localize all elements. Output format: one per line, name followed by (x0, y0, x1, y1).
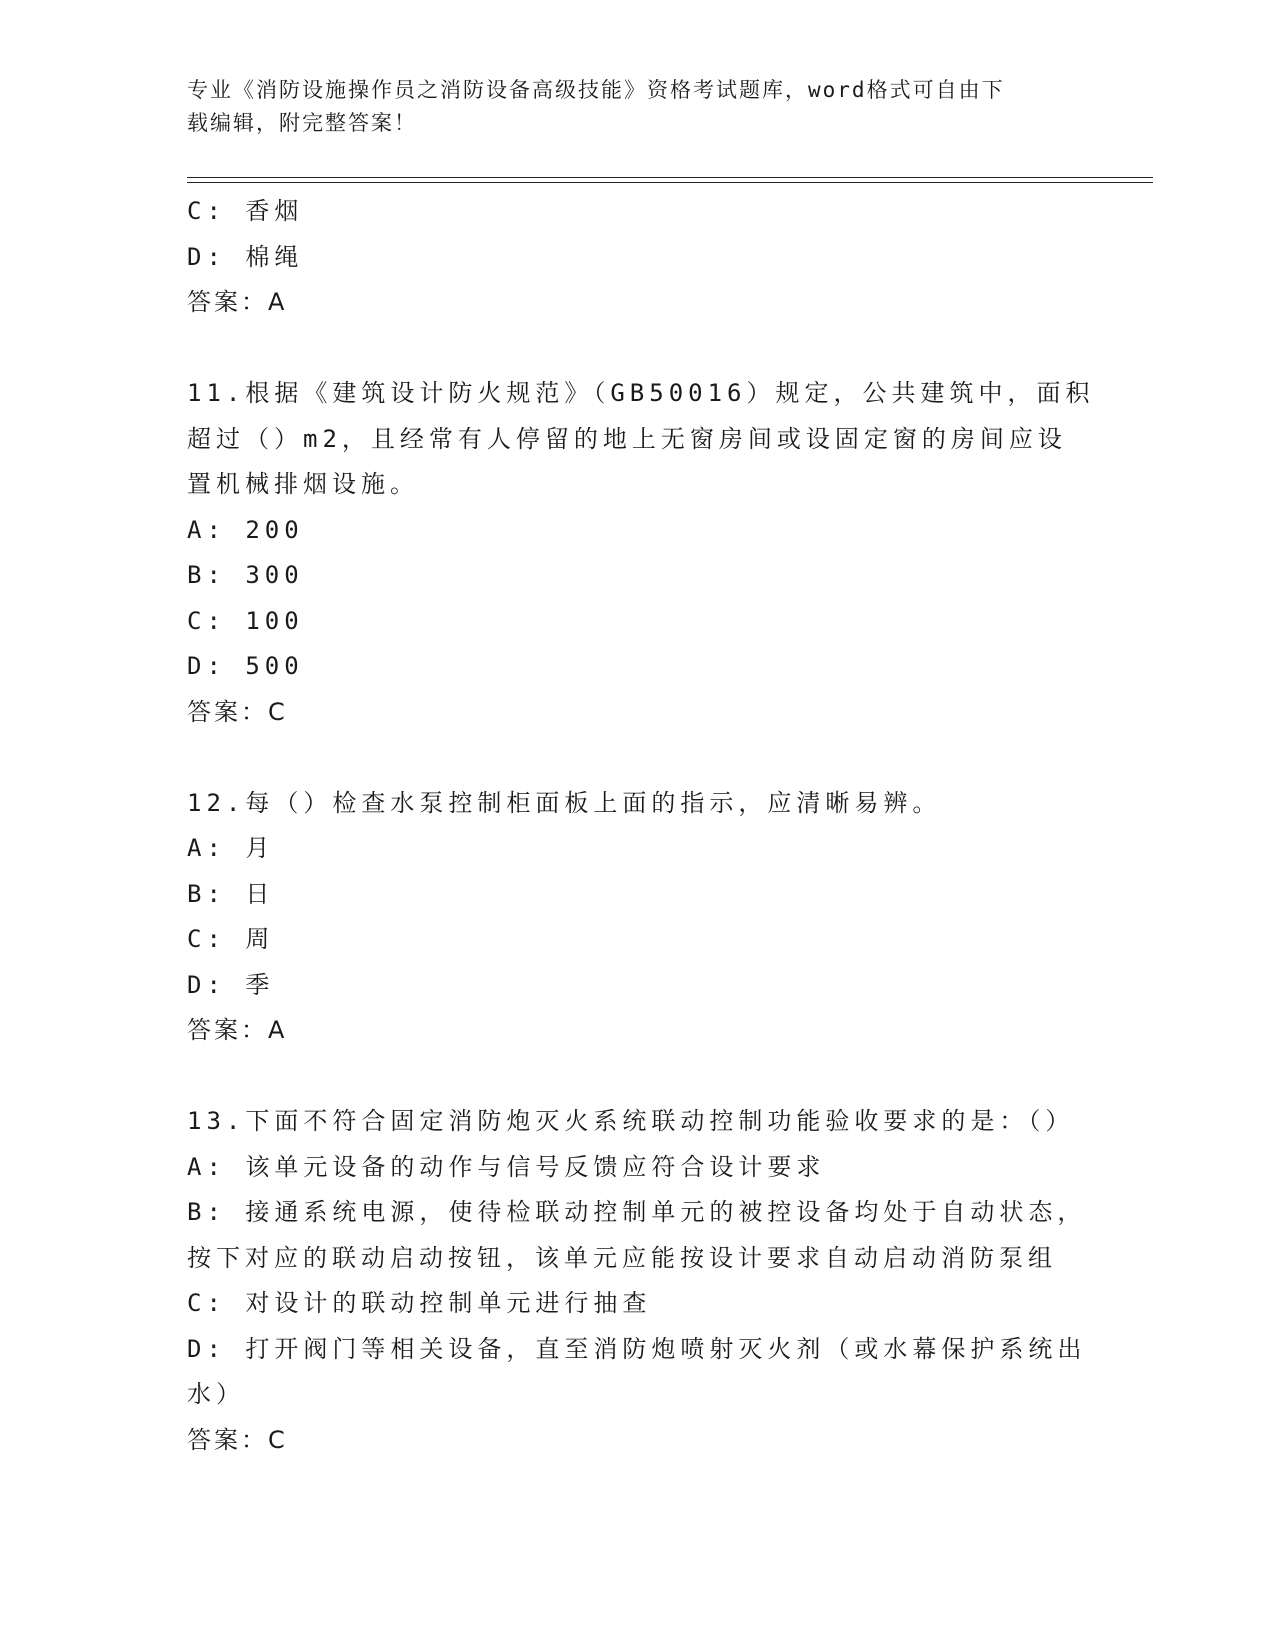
prev-question-tail (187, 189, 1087, 326)
header-line-2: 载编辑，附完整答案！ (187, 111, 417, 135)
option-a: A: 该单元设备的动作与信号反馈应符合设计要求 (187, 1152, 826, 1181)
option-a: A: 月 (187, 834, 275, 862)
option-a: A: 200 (187, 515, 304, 544)
header-divider-bottom (187, 182, 1153, 183)
question-stem-line: 13.下面不符合固定消防炮灭火系统联动控制功能验收要求的是：（） (187, 1107, 1075, 1135)
option-d: D: 打开阀门等相关设备，直至消防炮喷射灭火剂（或水幕保护系统出 (187, 1334, 1087, 1363)
option-c: C: 香烟 (187, 197, 304, 225)
answer-line: 答案：A (187, 288, 288, 316)
answer-line: 答案：C (187, 697, 288, 726)
option-b: B: 接通系统电源，使待检联动控制单元的被控设备均处于自动状态， (187, 1198, 1087, 1226)
option-d-continued: 水） (187, 1380, 245, 1408)
option-c: C: 对设计的联动控制单元进行抽查 (187, 1289, 652, 1317)
option-d: D: 棉绳 (187, 242, 304, 271)
question-stem-line: 置机械排烟设施。 (187, 470, 419, 498)
question-stem-line: 11.根据《建筑设计防火规范》（GB50016）规定，公共建筑中，面积 (187, 379, 1095, 407)
header-line-1: 专业《消防设施操作员之消防设备高级技能》资格考试题库，word格式可自由下 (187, 78, 1005, 102)
question-11 (187, 371, 1095, 735)
option-b: B: 日 (187, 879, 275, 908)
option-d: D: 500 (187, 652, 304, 680)
option-b: B: 300 (187, 561, 304, 589)
spacer (187, 1054, 1087, 1100)
document-header (187, 74, 1087, 140)
option-c: C: 周 (187, 925, 275, 953)
spacer (187, 326, 1087, 372)
question-stem-line: 超过（）m2，且经常有人停留的地上无窗房间或设固定窗的房间应设 (187, 424, 1067, 453)
question-12 (187, 781, 1087, 1054)
question-13 (187, 1099, 1087, 1463)
option-c: C: 100 (187, 606, 304, 635)
spacer (187, 735, 1087, 781)
answer-line: 答案：A (187, 1016, 288, 1044)
option-d: D: 季 (187, 970, 275, 999)
question-list (187, 189, 1095, 1463)
header-divider-top (187, 177, 1153, 178)
option-b-continued: 按下对应的联动启动按钮，该单元应能按设计要求自动启动消防泵组 (187, 1243, 1057, 1272)
answer-line: 答案：C (187, 1425, 288, 1454)
question-stem-line: 12.每（）检查水泵控制柜面板上面的指示，应清晰易辨。 (187, 788, 942, 817)
